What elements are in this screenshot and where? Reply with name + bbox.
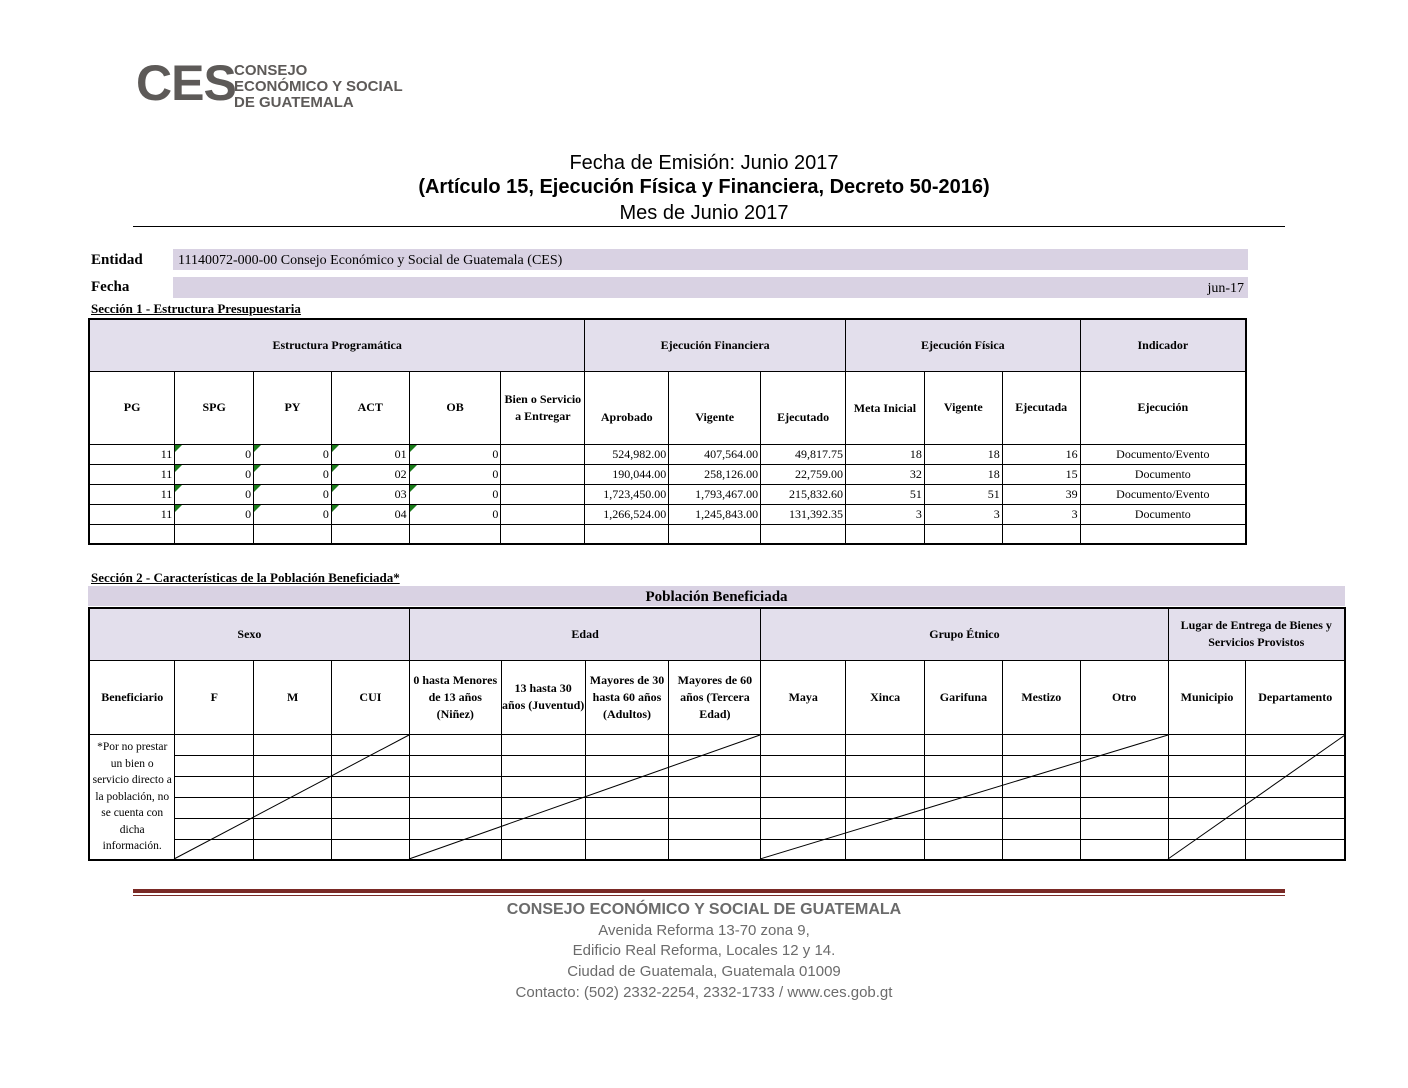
col-py: PY [254,371,332,444]
col-act: ACT [331,371,409,444]
table-row: 11 0 0 01 0 524,982.00 407,564.00 49,817.75 18 18 16 Documento/Evento [89,444,1246,464]
col-bien-servicio: Bien o Servicio a Entregar [501,371,585,444]
entidad-value: 11140072-000-00 Consejo Económico y Social de Guatemala (CES) [173,249,1248,270]
footer-contact: Contacto: (502) 2332-2254, 2332-1733 / www.ces.gob.gt [515,984,893,1001]
document-title: (Artículo 15, Ejecución Física y Financiera, Decreto 50-2016) [418,176,990,198]
strike-lugar-entrega [1168,735,1345,859]
col-f: F [175,660,254,734]
col-municipio: Municipio [1168,660,1246,734]
group-estructura-programatica: Estructura Programática [89,319,585,371]
strike-grupo-etnico [760,735,1168,859]
fecha-label: Fecha [91,279,130,295]
col-aprobado: Aprobado [585,371,669,444]
footer-bar [133,889,1285,893]
col-cui: CUI [332,660,410,734]
footer-address-1: Avenida Reforma 13-70 zona 9, [598,922,810,939]
col-otro: Otro [1080,660,1168,734]
col-vigente-fis: Vigente [924,371,1002,444]
footer-org: CONSEJO ECONÓMICO Y SOCIAL DE GUATEMALA [506,901,902,918]
poblacion-band: Población Beneficiada [88,586,1345,606]
col-ninez: 0 hasta Menores de 13 años (Niñez) [409,660,501,734]
col-tercera-edad: Mayores de 60 años (Tercera Edad) [669,660,761,734]
beneficiario-note: *Por no prestar un bien o servicio directo a la población, no se cuenta con dicha información. [89,734,175,860]
group-lugar-entrega: Lugar de Entrega de Bienes y Servicios Provistos [1168,608,1345,660]
strike-sexo [174,735,409,859]
col-spg: SPG [175,371,254,444]
footer-address-3: Ciudad de Guatemala, Guatemala 01009 [567,963,841,980]
issue-date: Fecha de Emisión: Junio 2017 [569,152,839,174]
group-indicador: Indicador [1080,319,1246,371]
group-ejecucion-financiera: Ejecución Financiera [585,319,846,371]
col-ejecutada: Ejecutada [1002,371,1080,444]
fecha-value: jun-17 [173,277,1248,298]
logo-line-3: DE GUATEMALA [234,94,354,111]
col-garifuna: Garifuna [924,660,1002,734]
col-xinca: Xinca [846,660,925,734]
strike-edad [409,735,760,859]
footer-bar-thin [133,895,1285,896]
table-row: 11 0 0 04 0 1,266,524.00 1,245,843.00 131,392.35 3 3 3 Documento [89,504,1246,524]
group-ejecucion-fisica: Ejecución Física [846,319,1081,371]
col-departamento: Departamento [1246,660,1345,734]
col-meta-inicial: Meta Inicial [846,371,925,444]
logo-line-1: CONSEJO [234,62,308,79]
col-adultos: Mayores de 30 hasta 60 años (Adultos) [585,660,669,734]
group-grupo-etnico: Grupo Étnico [761,608,1168,660]
col-m: M [254,660,332,734]
logo-line-2: ECONÓMICO Y SOCIAL [234,78,403,95]
section2-title: Sección 2 - Características de la Población Beneficiada* [91,570,400,585]
col-mestizo: Mestizo [1002,660,1080,734]
col-juventud: 13 hasta 30 años (Juventud) [501,660,585,734]
logo-mark: CES [136,55,236,111]
col-maya: Maya [761,660,846,734]
entidad-label: Entidad [91,252,143,268]
footer-address-2: Edificio Real Reforma, Locales 12 y 14. [572,942,836,959]
col-vigente-fin: Vigente [669,371,761,444]
col-pg: PG [89,371,175,444]
group-sexo: Sexo [89,608,409,660]
col-ejecucion: Ejecución [1080,371,1246,444]
section1-title: Sección 1 - Estructura Presupuestaria [91,301,301,316]
col-ob: OB [409,371,501,444]
group-edad: Edad [409,608,760,660]
col-ejecutado: Ejecutado [761,371,846,444]
table-row: 11 0 0 02 0 190,044.00 258,126.00 22,759.00 32 18 15 Documento [89,464,1246,484]
report-month: Mes de Junio 2017 [619,202,789,224]
table-row: 11 0 0 03 0 1,723,450.00 1,793,467.00 215,832.60 51 51 39 Documento/Evento [89,484,1246,504]
col-beneficiario: Beneficiario [89,660,175,734]
